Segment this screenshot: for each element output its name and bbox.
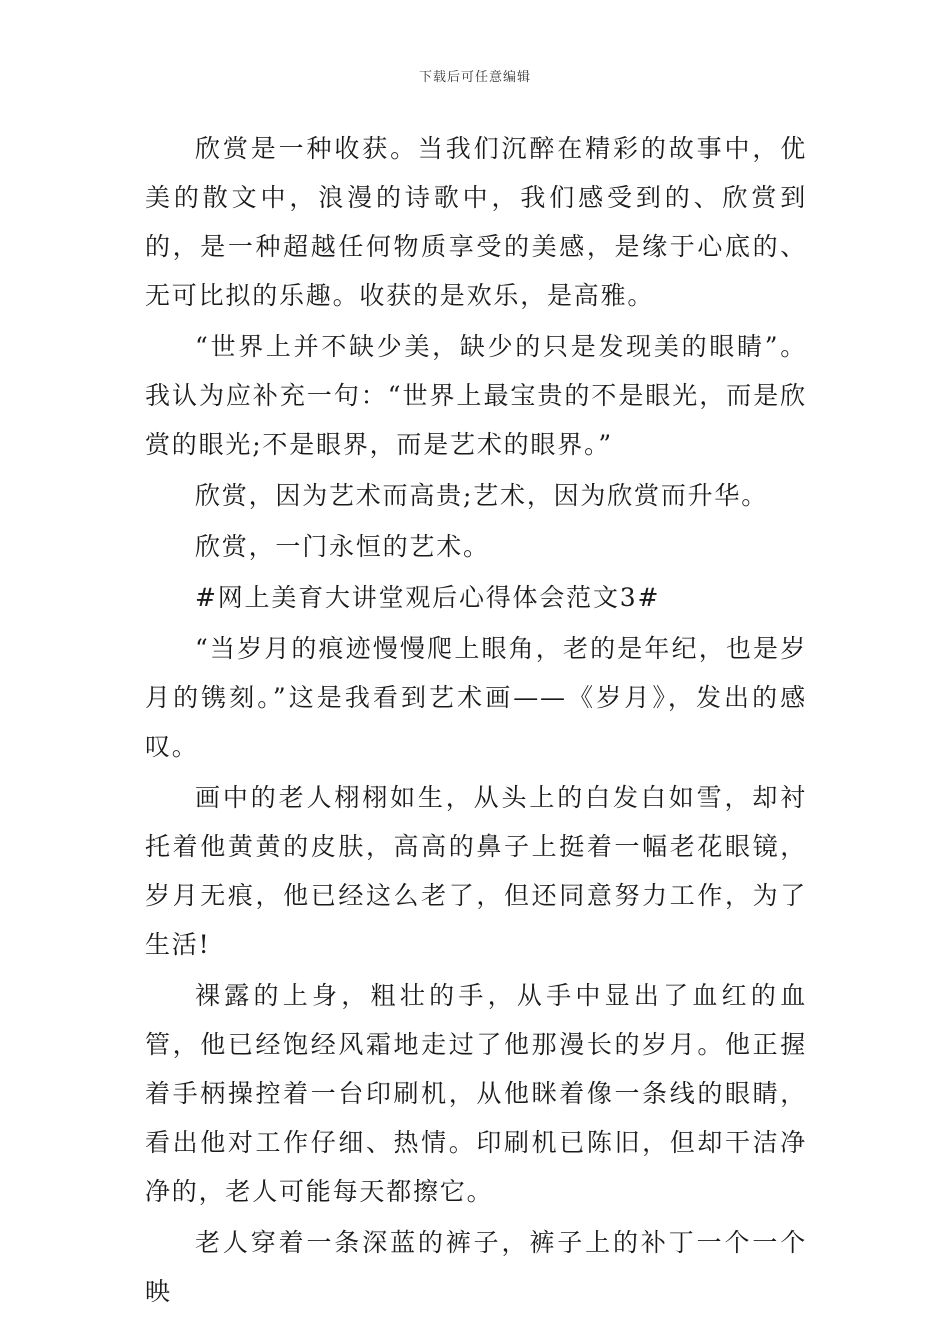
paragraph-old-man-portrait: 画中的老人栩栩如生，从头上的白发白如雪，却衬托着他黄黄的皮肤，高高的鼻子上挺着一幅老花眼镜，岁月无痕，他已经这么老了，但还同意努力工作，为了生活!: [145, 783, 807, 959]
paragraph-years-quote: “当岁月的痕迹慢慢爬上眼角，老的是年纪，也是岁月的镌刻。”这是我看到艺术画——《岁月》，发出的感叹。: [145, 634, 807, 761]
document-body: [145, 124, 807, 1318]
section-heading: #网上美育大讲堂观后心得体会范文3#: [195, 583, 661, 612]
paragraph-appreciation-harvest: 欣赏是一种收获。当我们沉醉在精彩的故事中，优美的散文中，浪漫的诗歌中，我们感受到的、欣赏到的，是一种超越任何物质享受的美感，是缘于心底的、无可比拟的乐趣。收获的是欢乐，是高雅。: [145, 134, 807, 310]
paragraph-eternal-art: 欣赏，一门永恒的艺术。: [195, 532, 490, 561]
paragraph-printing-machine: 裸露的上身，粗壮的手，从手中显出了血红的血管，他已经饱经风霜地走过了他那漫长的岁月。他正握着手柄操控着一台印刷机，从他眯着像一条线的眼睛，看出他对工作仔细、热情。印刷机已陈旧，但却干洁净净的，老人可能每天都擦它。: [145, 981, 807, 1206]
paragraph-blue-trousers: 老人穿着一条深蓝的裤子，裤子上的补丁一个一个映: [145, 1228, 807, 1306]
paragraph-art-noble: 欣赏，因为艺术而高贵;艺术，因为欣赏而升华。: [195, 481, 769, 510]
paragraph-beauty-quote: “世界上并不缺少美，缺少的只是发现美的眼睛”。我认为应补充一句：“世界上最宝贵的不是眼光，而是欣赏的眼光;不是眼界，而是艺术的眼界。”: [145, 332, 807, 459]
page-header: 下载后可任意编辑: [418, 70, 531, 85]
